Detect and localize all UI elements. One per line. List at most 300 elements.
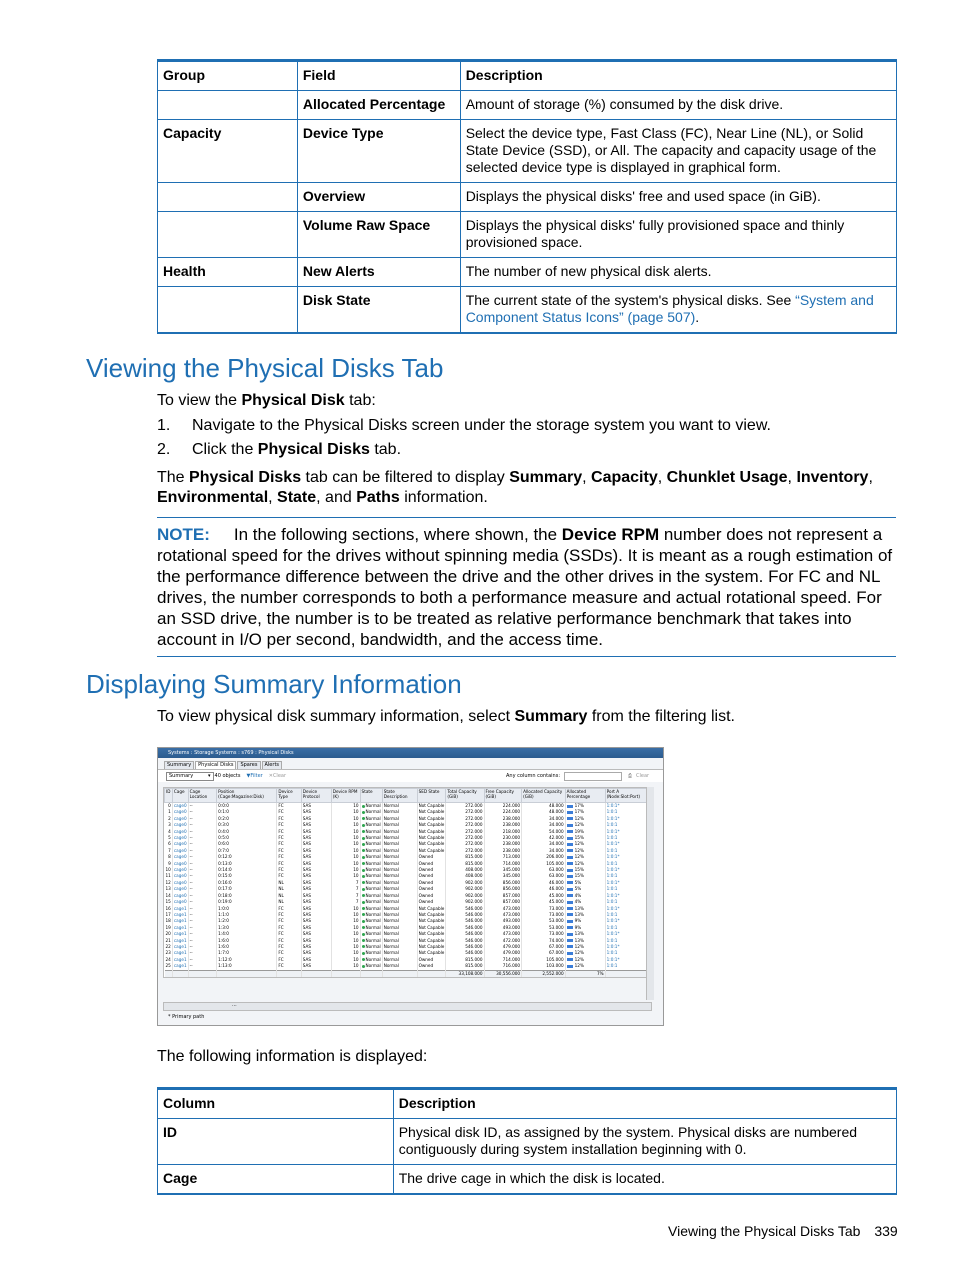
grid-cell: 34.000 — [522, 822, 566, 828]
grid-cell: 3 — [165, 822, 173, 828]
grid-cell: 1:0:1* — [605, 931, 650, 937]
grid-cell: 23 — [165, 950, 171, 956]
grid-cell: 1:0:1 — [605, 963, 650, 970]
grid-cell: 105.000 — [522, 861, 566, 867]
grid-column-header[interactable]: SED State — [417, 789, 446, 803]
grid-cell: 25 — [165, 963, 171, 969]
grid-cell: Normal — [360, 835, 382, 841]
note-box — [157, 517, 896, 657]
summary-intro — [157, 707, 735, 727]
status-normal-icon — [362, 837, 365, 840]
grid-cell: 0:2:0 — [217, 816, 277, 822]
tab-summary[interactable]: Summary — [164, 761, 194, 769]
grid-cell: FC — [277, 957, 301, 963]
grid-cell: -- — [188, 899, 217, 905]
grid-cell: 272.000 — [446, 809, 484, 815]
field-cell: New Alerts — [297, 258, 460, 287]
grid-cell: 21 — [165, 937, 171, 943]
grid-cell: 7 — [331, 886, 360, 892]
grid-column-header[interactable]: Allocated Capacity (GiB) — [522, 789, 566, 803]
grid-cell: Normal — [360, 918, 382, 924]
running-title: Viewing the Physical Disks Tab — [668, 1223, 861, 1239]
grid-column-header[interactable]: Cage — [172, 789, 188, 803]
grid-cell: 713.000 — [484, 854, 522, 860]
grid-cell: FC — [277, 873, 301, 879]
grid-cell: Not Capable — [418, 835, 445, 841]
filter-text: , — [268, 489, 278, 506]
usage-bar — [567, 843, 573, 846]
grid-cell: 53.000 — [522, 925, 566, 931]
grid-cell: 4% — [565, 899, 605, 905]
grid-cell: Not Capable — [418, 803, 445, 808]
grid-cell: 10 — [331, 957, 360, 963]
column-cell: ID — [158, 1119, 394, 1165]
grid-cell: Normal — [382, 957, 417, 963]
grid-cell: Not Capable — [418, 911, 445, 917]
grid-cell: FC — [277, 931, 301, 937]
status-normal-icon — [362, 824, 365, 827]
grid-cell: SAS — [301, 944, 331, 950]
grid-cell: cage1 — [173, 911, 187, 917]
grid-cell: 230.000 — [484, 835, 522, 841]
grid-cell: Normal — [382, 880, 417, 886]
usage-bar — [567, 945, 573, 948]
grid-cell: 10 — [331, 822, 360, 828]
filter-option: State — [277, 489, 317, 506]
grid-cell: 10 — [331, 809, 360, 815]
grid-cell: 0 — [165, 803, 173, 810]
grid-cell: 218.000 — [484, 829, 522, 835]
grid-cell: FC — [277, 906, 301, 912]
grid-row[interactable] — [165, 963, 651, 970]
grid-column-header[interactable]: Port A (Node:Slot:Port) — [605, 789, 650, 803]
grid-cell: 1:13:0 — [217, 963, 277, 970]
grid-cell: cage0 — [173, 815, 187, 821]
usage-bar — [567, 817, 573, 820]
usage-bar — [567, 856, 573, 859]
grid-cell: 17% — [565, 803, 605, 810]
grid-cell: Normal — [360, 957, 382, 963]
grid-cell: 63.000 — [522, 867, 566, 873]
grid-cell: 9% — [565, 918, 605, 924]
grid-cell: 1:0:1 — [605, 938, 650, 944]
grid-cell: 1:0:1 — [605, 950, 650, 956]
grid-cell: SAS — [301, 899, 331, 905]
grid-cell: 12% — [565, 957, 605, 963]
grid-cell: 0:17:0 — [217, 886, 277, 892]
grid-cell: cage1 — [173, 956, 187, 962]
filter-select[interactable]: Summary — [166, 772, 214, 781]
usage-bar — [567, 837, 573, 840]
column-search-label: Any column contains: — [506, 773, 560, 779]
grid-cell: 902.000 — [446, 886, 484, 892]
grid-cell: -- — [188, 963, 217, 970]
section-heading: Displaying Summary Information — [86, 669, 462, 699]
tab-physical-disks[interactable]: Physical Disks — [195, 761, 236, 769]
grid-cell: SAS — [301, 893, 331, 899]
grid-cell: 272.000 — [446, 829, 484, 835]
breadcrumb: Systems : Storage Systems : s769 : Physical Disks — [158, 748, 663, 758]
grid-cell: 902.000 — [446, 899, 484, 905]
grid-cell: FC — [277, 841, 301, 847]
grid-cell: -- — [188, 835, 217, 841]
group-cell: Health — [158, 258, 298, 287]
grid-cell: 7 — [331, 893, 360, 899]
disk-grid — [163, 787, 652, 978]
grid-cell: 18 — [165, 918, 171, 924]
grid-cell: 10 — [331, 848, 360, 854]
grid-cell: Normal — [360, 925, 382, 931]
grid-cell: FC — [277, 835, 301, 841]
clear-button[interactable]: Clear — [272, 773, 287, 779]
grid-cell: 1:0:1* — [605, 944, 650, 950]
grid-cell: cage1 — [173, 931, 187, 937]
grid-cell: 10 — [331, 938, 360, 944]
print-icon[interactable]: ⎙ — [628, 773, 633, 779]
grid-cell: Normal — [382, 925, 417, 931]
grid-cell: 0:6:0 — [217, 841, 277, 847]
intro-text: To view the — [157, 392, 242, 409]
grid-cell: 1:0:1* — [605, 867, 650, 873]
grid-cell: 473.000 — [484, 931, 522, 937]
status-normal-icon — [362, 920, 365, 923]
filter-option: Physical Disks — [189, 469, 302, 486]
grid-column-header[interactable]: Position (Cage:Magazine:Disk) — [217, 789, 277, 803]
grid-cell: 493.000 — [484, 925, 522, 931]
grid-cell: 0:0:0 — [217, 803, 277, 810]
grid-cell: SAS — [301, 835, 331, 841]
total-cell — [217, 970, 277, 977]
grid-column-header[interactable]: Device Protocol — [301, 789, 331, 803]
grid-cell: 0:1:0 — [217, 809, 277, 815]
grid-cell: 7 — [331, 899, 360, 905]
filter-option: Inventory — [796, 469, 869, 486]
grid-cell: 815.000 — [446, 861, 484, 867]
grid-cell: 493.000 — [484, 918, 522, 924]
intro-paragraph — [157, 391, 376, 411]
grid-cell: 12% — [565, 822, 605, 828]
grid-cell: Normal — [360, 816, 382, 822]
grid-cell: 345.000 — [484, 873, 522, 879]
grid-cell: 12% — [565, 841, 605, 847]
filter-icon: ▼ — [246, 773, 251, 779]
step-1 — [157, 416, 771, 436]
grid-cell: cage0 — [173, 886, 187, 892]
grid-cell: 1:0:1* — [605, 880, 650, 886]
grid-cell: cage1 — [173, 937, 187, 943]
grid-cell: Normal — [360, 880, 382, 886]
grid-cell: 0:3:0 — [217, 822, 277, 828]
grid-cell: Owned — [417, 873, 446, 879]
grid-cell: 546.000 — [446, 912, 484, 918]
horizontal-scrollbar[interactable] — [163, 1002, 652, 1011]
usage-bar — [567, 920, 573, 923]
grid-cell: Normal — [382, 906, 417, 912]
description-cell: The number of new physical disk alerts. — [460, 258, 896, 287]
grid-cell: 238.000 — [484, 848, 522, 854]
grid-cell: cage0 — [173, 803, 187, 808]
status-normal-icon — [362, 958, 365, 961]
grid-cell: 10 — [331, 841, 360, 847]
column-search-input[interactable] — [564, 772, 622, 781]
grid-cell: 1:4:0 — [217, 931, 277, 937]
grid-column-header[interactable]: State Description — [382, 789, 417, 803]
usage-bar — [567, 805, 573, 808]
grid-cell: FC — [277, 944, 301, 950]
description-cell: Displays the physical disks' fully provisioned space and thinly provisioned space. — [460, 212, 896, 258]
clear-search-button[interactable]: Clear — [636, 773, 650, 779]
tab-alerts[interactable]: Alerts — [262, 761, 283, 769]
grid-cell: -- — [188, 950, 217, 956]
grid-cell: 15% — [565, 867, 605, 873]
grid-cell: 10 — [331, 950, 360, 956]
grid-cell: NL — [277, 880, 301, 886]
grid-cell: SAS — [301, 822, 331, 828]
grid-cell: 9 — [165, 861, 173, 867]
tab-spares[interactable]: Spares — [237, 761, 260, 769]
field-cell: Volume Raw Space — [297, 212, 460, 258]
grid-cell: Normal — [360, 906, 382, 912]
grid-cell: 1:6:0 — [217, 938, 277, 944]
grid-cell: 1:0:1 — [605, 886, 650, 892]
grid-cell: SAS — [301, 848, 331, 854]
grid-cell: 473.000 — [484, 906, 522, 912]
usage-bar — [567, 849, 573, 852]
status-normal-icon — [362, 945, 365, 948]
grid-cell: 54.000 — [522, 829, 566, 835]
grid-cell: Normal — [360, 931, 382, 937]
grid-column-header[interactable]: Device Type — [277, 789, 301, 803]
grid-cell: FC — [277, 925, 301, 931]
usage-bar — [567, 907, 573, 910]
grid-cell: Normal — [360, 873, 382, 879]
grid-cell: 10 — [331, 861, 360, 867]
usage-bar — [567, 913, 573, 916]
grid-cell: 238.000 — [484, 816, 522, 822]
grid-cell: 12% — [565, 848, 605, 854]
grid-cell: 1:3:0 — [217, 925, 277, 931]
grid-cell: 7 — [165, 848, 173, 854]
description-cell — [460, 287, 896, 334]
grid-cell: Normal — [382, 829, 417, 835]
grid-cell: 272.000 — [446, 841, 484, 847]
grid-cell: Not Capable — [418, 815, 445, 821]
grid-column-header[interactable]: Allocated Percentage — [565, 789, 605, 803]
table-row — [158, 1119, 897, 1165]
grid-cell: 48.000 — [522, 809, 566, 815]
grid-cell: SAS — [301, 957, 331, 963]
grid-cell: -- — [188, 809, 217, 815]
grid-cell: Normal — [360, 848, 382, 854]
grid-cell: 546.000 — [446, 918, 484, 924]
grid-row[interactable] — [165, 803, 651, 810]
physical-disks-screenshot — [157, 747, 664, 1026]
table-row — [158, 120, 897, 183]
note-text-end: number does not represent a rotational speed for the drives without spinning media (SSDs). It is meant as a rough estimation of the performance difference between the drive and the other drives in the system. For FC and NL drives, the number corresponds to both a performance measure and actual rotational speed. For an SSD drive, the number is to be treated as relative performance benchmark that takes into account in I/O per second, bandwidth, and the access time. — [157, 525, 893, 649]
intro-bold: Physical Disk — [241, 392, 345, 409]
grid-cell: Normal — [382, 841, 417, 847]
grid-cell: cage0 — [173, 860, 187, 866]
grid-cell: 1:0:1 — [605, 925, 650, 931]
table-row — [158, 1165, 897, 1195]
grid-cell: Not Capable — [418, 937, 445, 943]
grid-column-header[interactable]: Device RPM (K) — [331, 789, 360, 803]
grid-column-header[interactable]: State — [360, 789, 382, 803]
grid-cell: 11 — [165, 873, 171, 879]
grid-cell: cage0 — [173, 899, 187, 905]
grid-cell: 14 — [165, 892, 171, 898]
grid-cell: Normal — [382, 803, 417, 810]
grid-cell: 1:0:1* — [605, 906, 650, 912]
grid-cell: Normal — [360, 950, 382, 956]
grid-cell: 17 — [165, 911, 171, 917]
grid-cell: cage0 — [173, 892, 187, 898]
grid-cell: 857.000 — [484, 899, 522, 905]
grid-cell: 9% — [565, 925, 605, 931]
grid-cell: 1:0:1 — [605, 861, 650, 867]
grid-cell: 1:7:0 — [217, 950, 277, 956]
vertical-scrollbar[interactable] — [646, 787, 654, 1000]
grid-column-header[interactable]: Cage Location — [188, 789, 217, 803]
grid-cell: 0:7:0 — [217, 848, 277, 854]
status-normal-icon — [362, 952, 365, 955]
grid-cell: Normal — [382, 816, 417, 822]
grid-column-header[interactable]: Total Capacity (GiB) — [446, 789, 484, 803]
grid-cell: Owned — [417, 886, 446, 892]
column-description-table — [157, 1087, 897, 1195]
grid-cell: 73.000 — [522, 906, 566, 912]
grid-cell: 479.000 — [484, 944, 522, 950]
grid-cell: 10 — [331, 816, 360, 822]
grid-cell: Owned — [417, 854, 446, 860]
grid-cell: 13% — [565, 912, 605, 918]
total-cell — [331, 970, 360, 977]
grid-cell: 0:12:0 — [217, 854, 277, 860]
grid-cell: FC — [277, 861, 301, 867]
grid-cell: 10 — [331, 803, 360, 810]
grid-cell: 272.000 — [446, 803, 484, 810]
grid-cell: Normal — [360, 912, 382, 918]
grid-cell: 10 — [331, 944, 360, 950]
grid-cell: Not Capable — [418, 847, 445, 853]
grid-cell: -- — [188, 841, 217, 847]
grid-cell: Normal — [382, 809, 417, 815]
grid-cell: 272.000 — [446, 848, 484, 854]
grid-cell: 13% — [565, 906, 605, 912]
note-bold: Device RPM — [561, 525, 660, 544]
filter-button[interactable]: Filter — [250, 773, 263, 779]
status-icons-link[interactable]: “System and Component Status Icons” (page 507) — [465, 292, 874, 325]
grid-cell: 546.000 — [446, 938, 484, 944]
grid-cell: Not Capable — [418, 924, 445, 930]
usage-bar — [567, 862, 573, 865]
grid-cell: 1:0:1 — [605, 809, 650, 815]
status-normal-icon — [362, 830, 365, 833]
grid-cell: FC — [277, 918, 301, 924]
grid-cell: FC — [277, 803, 301, 810]
tab-bar — [158, 758, 663, 769]
grid-cell: Normal — [360, 893, 382, 899]
grid-cell: -- — [188, 906, 217, 912]
grid-cell: 1:12:0 — [217, 957, 277, 963]
step-number: 1. — [157, 417, 171, 434]
grid-cell: 479.000 — [484, 950, 522, 956]
grid-cell: SAS — [301, 867, 331, 873]
grid-cell: FC — [277, 848, 301, 854]
scroll-grip: ... — [232, 1002, 237, 1008]
grid-cell: -- — [188, 848, 217, 854]
grid-cell: 408.000 — [446, 873, 484, 879]
grid-cell: 17% — [565, 809, 605, 815]
grid-cell: 1:0:1 — [605, 873, 650, 879]
step-bold: Physical Disks — [257, 441, 370, 458]
grid-cell: 15 — [165, 899, 171, 905]
grid-cell: 472.000 — [484, 938, 522, 944]
grid-cell: SAS — [301, 906, 331, 912]
grid-cell: FC — [277, 809, 301, 815]
total-cell: 2,552.000 — [522, 970, 566, 977]
grid-cell: Normal — [382, 822, 417, 828]
filter-text: , and — [316, 489, 357, 506]
grid-cell: cage1 — [173, 905, 187, 911]
column-cell: Cage — [158, 1165, 394, 1195]
capacity-health-table — [157, 59, 897, 334]
field-cell: Overview — [297, 183, 460, 212]
grid-cell: 5% — [565, 880, 605, 886]
grid-cell: 224.000 — [484, 809, 522, 815]
grid-cell: Normal — [382, 944, 417, 950]
grid-cell: cage0 — [173, 835, 187, 841]
group-cell: Capacity — [158, 120, 298, 183]
description-text: The current state of the system's physical disks. See — [465, 292, 796, 308]
grid-cell: 238.000 — [484, 822, 522, 828]
grid-cell: Not Capable — [418, 931, 445, 937]
grid-cell: 16 — [165, 905, 171, 911]
grid-cell: 1 — [165, 809, 173, 815]
grid-cell: 0:19:0 — [217, 899, 277, 905]
grid-cell: -- — [188, 861, 217, 867]
grid-column-header[interactable]: ID — [165, 789, 173, 803]
grid-cell: 15% — [565, 835, 605, 841]
grid-cell: Normal — [382, 963, 417, 970]
grid-cell: SAS — [301, 809, 331, 815]
grid-cell: cage0 — [173, 879, 187, 885]
filter-text: , — [787, 469, 797, 486]
header-group: Group — [158, 61, 298, 91]
step-text: Navigate to the Physical Disks screen under the storage system you want to view. — [192, 417, 771, 434]
grid-cell: 1:1:0 — [217, 912, 277, 918]
filter-option: Environmental — [157, 489, 269, 506]
grid-cell: 6 — [165, 841, 173, 847]
grid-cell: NL — [277, 886, 301, 892]
grid-cell: Normal — [360, 809, 382, 815]
grid-cell: Normal — [382, 938, 417, 944]
following-info-text: The following information is displayed: — [157, 1048, 428, 1065]
usage-bar — [567, 811, 573, 814]
grid-cell: 46.000 — [522, 886, 566, 892]
usage-bar — [567, 869, 573, 872]
grid-cell: -- — [188, 880, 217, 886]
section-heading: Viewing the Physical Disks Tab — [86, 353, 444, 383]
table-row — [158, 212, 897, 258]
description-cell: Select the device type, Fast Class (FC), Near Line (NL), or Solid State Device (SSD), or All. The capacity and capacity usage of the selected device type is displayed in graphical form. — [460, 120, 896, 183]
grid-cell: Normal — [382, 950, 417, 956]
header-field: Field — [297, 61, 460, 91]
grid-cell: 22 — [165, 943, 171, 949]
grid-column-header[interactable]: Free Capacity (GiB) — [484, 789, 522, 803]
grid-cell: 13% — [565, 931, 605, 937]
grid-cell: 1:0:1* — [605, 893, 650, 899]
